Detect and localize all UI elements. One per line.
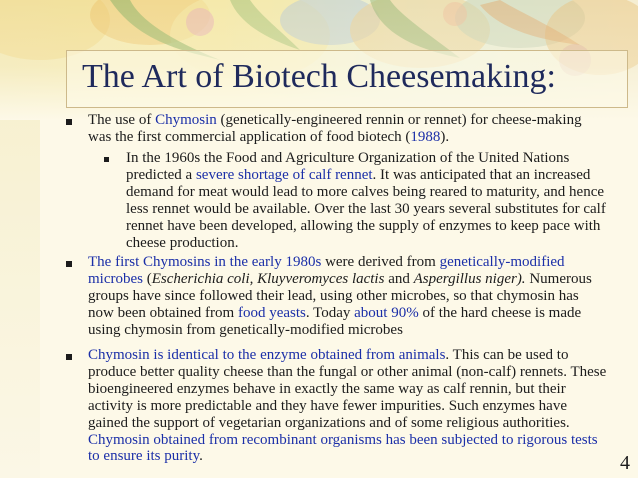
highlighted-text: The first Chymosins in the early 1980s (88, 254, 322, 270)
bullet-item-chymosin-first-application (88, 112, 608, 146)
text-run: . Today (305, 304, 355, 321)
text-run: and (384, 270, 414, 287)
text-run: The use of (88, 112, 156, 128)
sub-bullet-marker (104, 157, 109, 162)
bullet-marker (66, 119, 72, 125)
highlighted-text: Chymosin obtained from recombinant organisms has been subjected to rigorous tests to ensure its purity (88, 431, 598, 465)
bullet-marker (66, 261, 72, 267)
text-run: Numerous groups have since followed their lead, using other microbes, so that chymosin has now been obtained from (88, 270, 592, 321)
highlighted-text: about 90% (354, 304, 419, 321)
slide-number: 4 (620, 452, 630, 474)
italic-text: Escherichia coli, Kluyveromyces lactis (151, 270, 385, 287)
highlighted-text: genetically-modified microbes (88, 254, 565, 287)
text-run: . This can be used to produce better quality cheese than the fungal or other animal (non-calf) rennets. These bioengineered enzymes behave in exactly the same way as calf rennin, but their activity is more predictable and they have fewer impurities. Such enzymes have gained the support of vegetarian organizations and of some religious authorities. (88, 347, 607, 431)
highlighted-text: Chymosin is identical to the enzyme obtained from animals (88, 347, 446, 363)
text-run: (genetically-engineered rennin or rennet) for cheese-making was the first commercial application of food biotech ( (88, 112, 582, 145)
highlighted-text: Chymosin (155, 112, 217, 128)
highlighted-text: severe shortage of calf rennet (195, 166, 373, 183)
page-title: The Art of Biotech Cheesemaking: (82, 58, 556, 95)
bullet-item-first-chymosins (88, 254, 608, 339)
italic-text: Aspergillus niger). (413, 270, 526, 287)
text-run: of the hard cheese is made using chymosin from genetically-modified microbes (88, 304, 582, 338)
highlighted-text: 1988 (410, 128, 441, 145)
sub-bullet-item-rennet-shortage (126, 150, 616, 251)
text-run: . It was anticipated that an increased demand for meat would lead to more calves being reared to maturity, and hence less rennet would be available. Over the last 30 years several substitutes for calf rennet have been developed, allowing the supply of enzymes to keep pace with cheese production. (126, 166, 606, 251)
text-run: In the 1960s the Food and Agriculture Organization of the United Nations predicted a (126, 150, 570, 183)
text-run: ( (142, 270, 152, 287)
bullet-marker (66, 354, 72, 360)
text-run: were derived from (321, 254, 440, 270)
highlighted-text: food yeasts (237, 304, 306, 321)
text-run: ). (440, 128, 450, 145)
bullet-item-chymosin-identical (88, 347, 608, 465)
text-run: . (199, 448, 203, 465)
